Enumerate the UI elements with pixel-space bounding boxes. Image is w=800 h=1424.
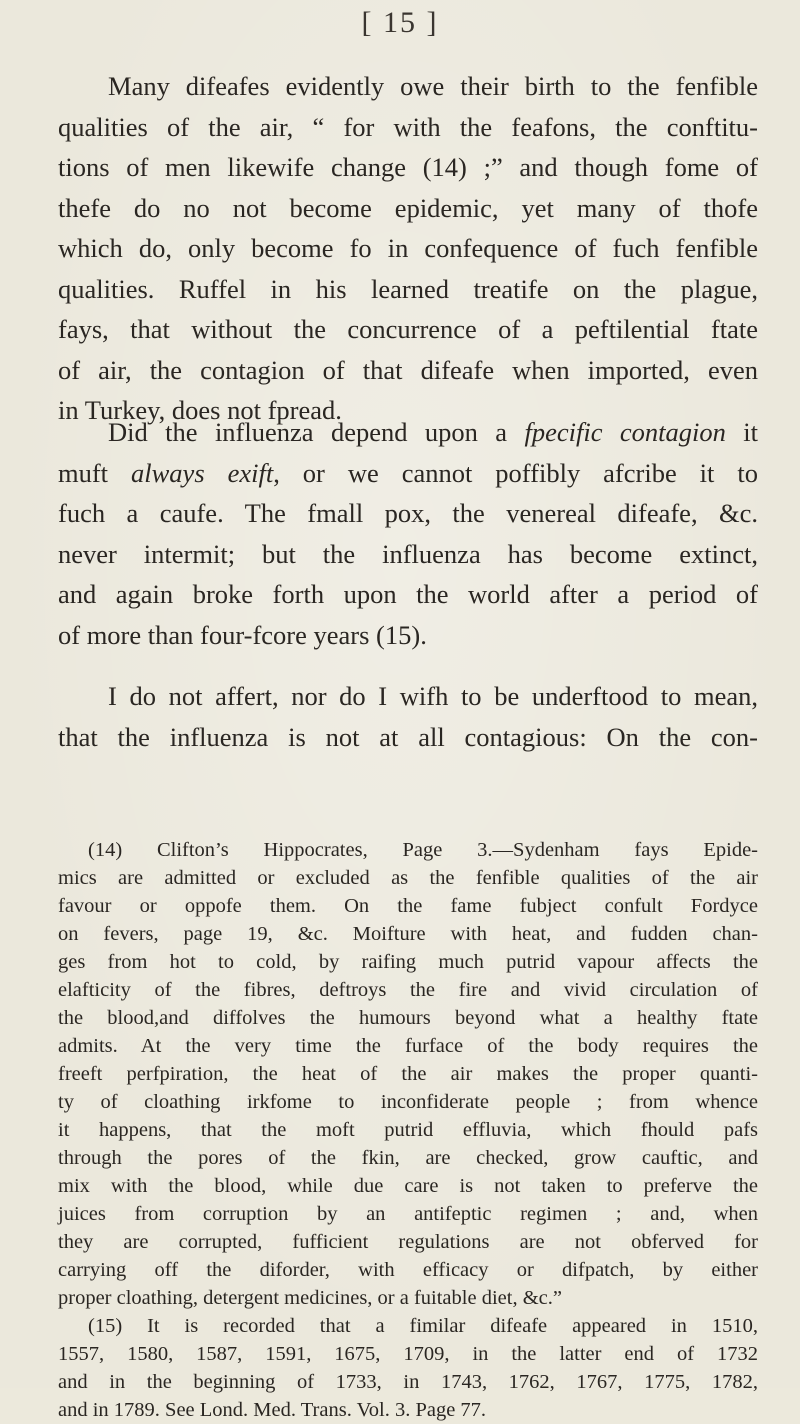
- text-line: and again broke forth upon the world after a period of: [58, 579, 758, 609]
- text-line: I do not affert, nor do I wifh to be underftood to mean,: [108, 681, 758, 711]
- text-fragment: , or we cannot poffibly afcribe it to: [273, 457, 758, 488]
- footnote-line: it happens, that the moft putrid effluvia, which fhould pafs: [58, 1119, 758, 1141]
- footnote-line: (14) Clifton’s Hippocrates, Page 3.—Sydenham fays Epide-: [88, 839, 758, 861]
- footnote-line: elafticity of the fibres, deftroys the fire and vivid circulation of: [58, 979, 758, 1001]
- footnote-line: and in 1789. See Lond. Med. Trans. Vol. 3. Page 77.: [58, 1399, 487, 1421]
- footnote-line: ges from hot to cold, by raifing much putrid vapour affects the: [58, 951, 758, 973]
- paragraph-1: [58, 66, 758, 431]
- text-line: Many difeafes evidently owe their birth to the fenfible: [108, 71, 758, 101]
- footnote-line: mics are admitted or excluded as the fenfible qualities of the air: [58, 867, 758, 889]
- text-line: that the influenza is not at all contagious: On the con-: [58, 721, 758, 752]
- paragraph-2: [58, 412, 758, 655]
- text-line: of more than four-fcore years (15).: [58, 619, 427, 650]
- text-line: in Turkey, does not fpread.: [58, 395, 342, 425]
- footnote-line: ty of cloathing irkfome to inconfiderate people ; from whence: [58, 1091, 758, 1113]
- footnote-line: 1557, 1580, 1587, 1591, 1675, 1709, in the latter end of 1732: [58, 1343, 758, 1365]
- footnote-line: the blood,and diffolves the humours beyond what a healthy ftate: [58, 1007, 758, 1029]
- text-line: fays, that without the concurrence of a peftilential ftate: [58, 314, 758, 344]
- footnote-line: juices from corruption by an antifeptic regimen ; and, when: [58, 1203, 758, 1225]
- footnote-line: freeft perfpiration, the heat of the air makes the proper quanti-: [58, 1063, 758, 1085]
- page-number: [ 15 ]: [361, 6, 439, 39]
- text-fragment: muft: [58, 457, 132, 488]
- footnote-line: carrying off the diforder, with efficacy or difpatch, by either: [58, 1259, 758, 1281]
- footnote-line: favour or oppofe them. On the fame fubject confult Fordyce: [58, 895, 758, 917]
- italic-fragment: fpecific contagion: [524, 417, 726, 447]
- footnote-line: on fevers, page 19, &c. Moifture with heat, and fudden chan-: [58, 923, 758, 945]
- footnote-line: admits. At the very time the furface of the body requires the: [58, 1035, 758, 1057]
- footnote-line: proper cloathing, detergent medicines, or a fuitable diet, &c.”: [58, 1287, 562, 1309]
- text-line: [58, 412, 758, 453]
- footnote-line: through the pores of the fkin, are checked, grow cauftic, and: [58, 1147, 758, 1169]
- text-line: of air, the contagion of that difeafe when imported, even: [58, 354, 758, 385]
- paragraph-3: [58, 676, 758, 757]
- text-line: [58, 453, 758, 494]
- text-fragment: it: [725, 417, 758, 447]
- footnote-15: [58, 1312, 758, 1424]
- text-line: which do, only become fo in confequence of fuch fenfible: [58, 233, 758, 263]
- text-line: qualities. Ruffel in his learned treatife on the plague,: [58, 273, 758, 304]
- footnotes: [58, 836, 758, 1424]
- text-line: qualities of the air, “ for with the feafons, the conftitu-: [58, 111, 758, 142]
- footnote-line: they are corrupted, fufficient regulations are not obferved for: [58, 1231, 758, 1253]
- text-line: thefe do no not become epidemic, yet many of thofe: [58, 192, 758, 223]
- text-fragment: Did the influenza depend upon a: [108, 417, 525, 447]
- footnote-line: (15) It is recorded that a fimilar difeafe appeared in 1510,: [88, 1315, 758, 1337]
- footnote-14: [58, 836, 758, 1312]
- footnote-line: and in the beginning of 1733, in 1743, 1762, 1767, 1775, 1782,: [58, 1371, 758, 1393]
- italic-fragment: always exift: [131, 457, 274, 488]
- footnote-line: mix with the blood, while due care is not taken to preferve the: [58, 1175, 758, 1197]
- text-line: tions of men likewife change (14) ;” and though fome of: [58, 152, 758, 182]
- text-line: never intermit; but the influenza has become extinct,: [58, 538, 758, 569]
- text-line: fuch a caufe. The fmall pox, the venereal difeafe, &c.: [58, 498, 758, 528]
